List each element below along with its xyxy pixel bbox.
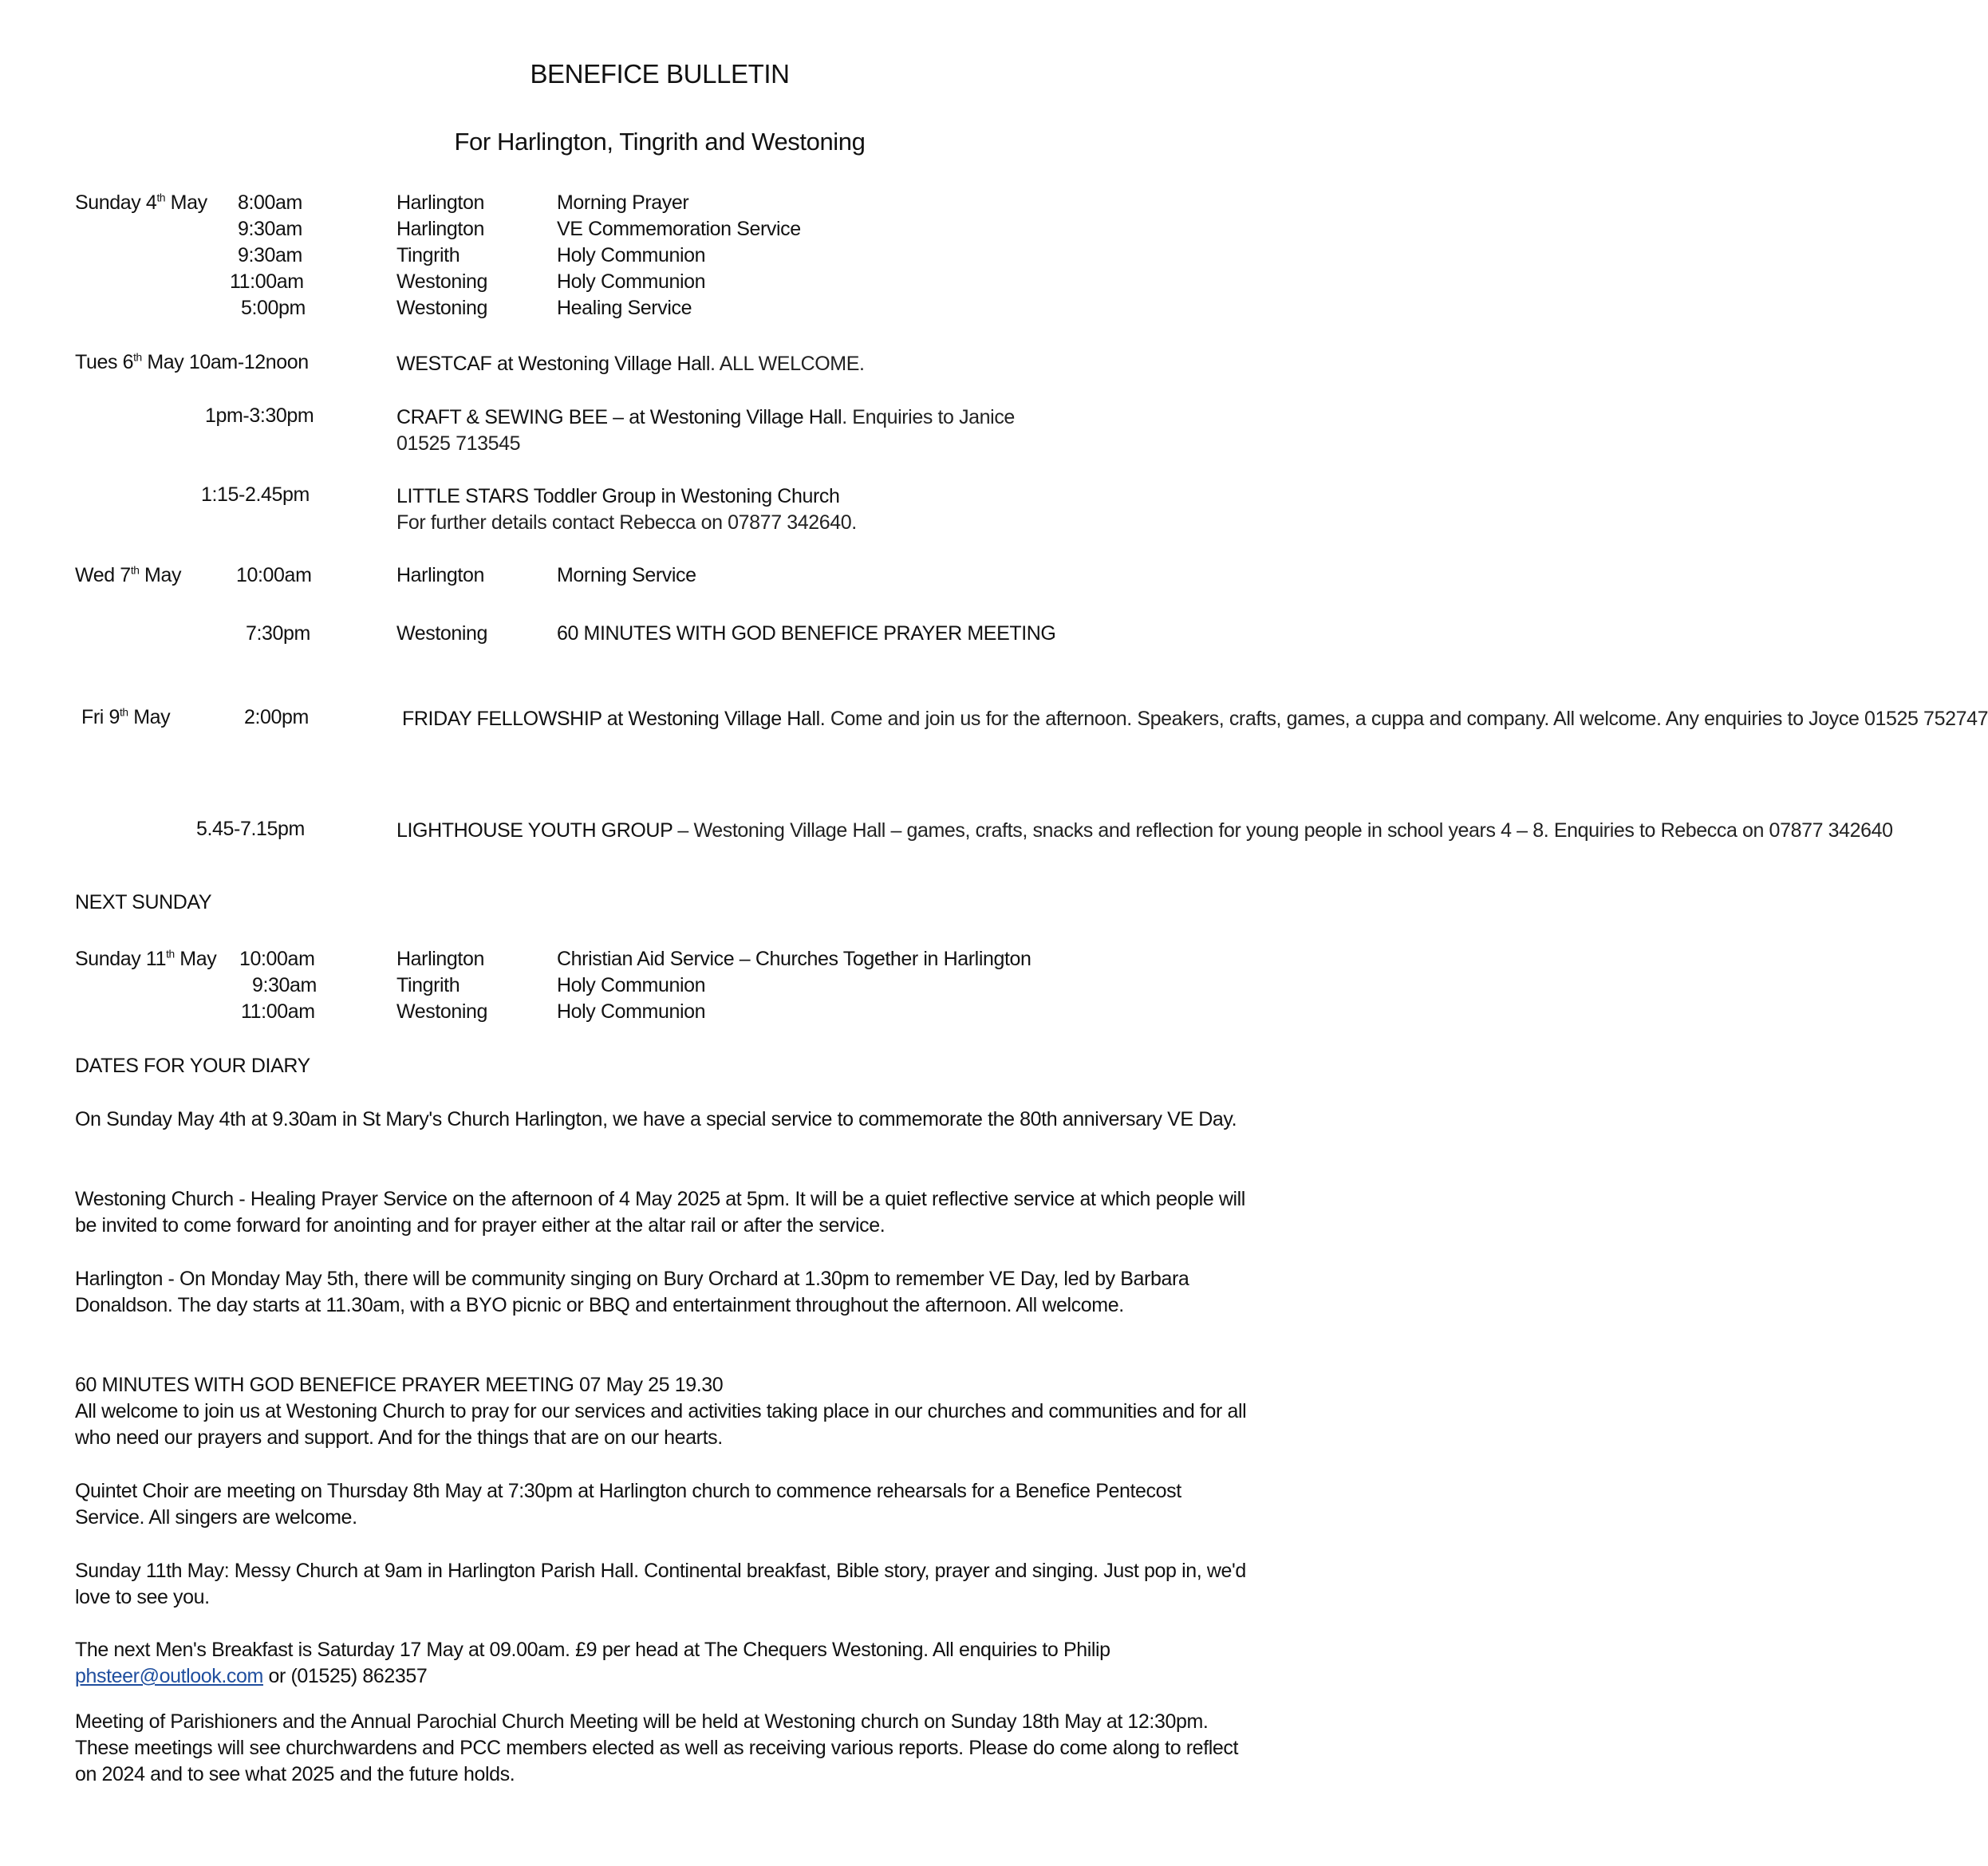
schedule-row — [75, 351, 1256, 377]
service-name: Holy Communion — [557, 1000, 706, 1023]
event-friday-fellowship: FRIDAY FELLOWSHIP at Westoning Village Hall. Come and join us for the afternoon. Speakers, crafts, games, a cuppa and company. All welcome. Any enquiries to Joyce 01525 752747 — [402, 708, 1988, 730]
service-name: Holy Communion — [557, 244, 706, 266]
diary-healing-service: Westoning Church - Healing Prayer Service on the afternoon of 4 May 2025 at 5pm. It will be a quiet reflective service at which people will be invited to come forward for anointing and for prayer either at the altar rail or after the service. — [75, 1188, 1245, 1237]
service-time: 11:00am — [241, 1000, 315, 1023]
service-place: Westoning — [396, 1000, 488, 1023]
event-text: LIGHTHOUSE YOUTH GROUP – Westoning Village Hall – games, crafts, snacks and reflection for young people in school years 4 – 8. Enquiries to Rebecca on 07877 342640 — [396, 819, 1893, 842]
day-label: Sunday 11th May — [75, 948, 217, 970]
service-name: Holy Communion — [557, 270, 706, 293]
prayer-meeting-heading: 60 MINUTES WITH GOD BENEFICE PRAYER MEETING 07 May 25 19.30 — [75, 1374, 724, 1396]
event-time: 2:00pm — [244, 706, 309, 728]
diary-community-singing: Harlington - On Monday May 5th, there will be community singing on Bury Orchard at 1.30pm to remember VE Day, led by Barbara Donaldson. The day starts at 11.30am, with a BYO picnic or BBQ and entertainment throughout the afternoon. All welcome. — [75, 1268, 1189, 1316]
breakfast-email-link[interactable]: phsteer@outlook.com — [75, 1665, 263, 1687]
service-place: Tingrith — [396, 974, 460, 996]
page-subtitle: For Harlington, Tingrith and Westoning — [454, 128, 866, 156]
service-place: Harlington — [396, 218, 484, 240]
event-lighthouse-youth — [75, 818, 1893, 870]
event-time: 1:15-2.45pm — [201, 483, 310, 506]
service-place: Tingrith — [396, 244, 460, 266]
page-title: BENEFICE BULLETIN — [530, 59, 790, 89]
schedule-friday-9 — [75, 706, 1988, 785]
schedule-row — [75, 974, 1256, 1000]
service-time: 10:00am — [239, 948, 315, 970]
schedule-row — [75, 622, 1256, 649]
event-time: 1pm-3:30pm — [205, 404, 314, 427]
service-name: Holy Communion — [557, 974, 706, 996]
day-label: Fri 9th May — [81, 706, 171, 728]
schedule-row — [75, 244, 1256, 270]
day-label: Sunday 4th May — [75, 191, 207, 214]
service-time: 7:30pm — [246, 622, 310, 645]
event-time: 5.45-7.15pm — [196, 818, 305, 840]
diary-mens-breakfast — [75, 1637, 1256, 1690]
service-time: 9:30am — [238, 244, 302, 266]
service-name: 60 MINUTES WITH GOD BENEFICE PRAYER MEETING — [557, 622, 1056, 645]
service-name: Healing Service — [557, 297, 692, 319]
schedule-tuesday-6 — [75, 351, 1256, 377]
event-little-stars — [75, 483, 1256, 536]
event-craft-bee — [75, 404, 1256, 457]
next-sunday-heading: NEXT SUNDAY — [75, 891, 212, 913]
breakfast-phone: or (01525) 862357 — [262, 1665, 428, 1687]
service-time: 9:30am — [252, 974, 317, 996]
service-place: Harlington — [396, 191, 484, 214]
event-text: LITTLE STARS Toddler Group in Westoning Church For further details contact Rebecca on 07877 342640. — [396, 485, 857, 534]
service-time: 8:00am — [238, 191, 302, 214]
schedule-sunday-4 — [75, 191, 1256, 323]
schedule-wednesday-7 — [75, 564, 1256, 590]
prayer-meeting-body: All welcome to join us at Westoning Church to pray for our services and activities taking place in our churches and communities and for all who need our prayers and support. And for the things that are on our hearts. — [75, 1400, 1247, 1449]
event-westcaf: WESTCAF at Westoning Village Hall. ALL WELCOME. — [396, 353, 865, 375]
service-time: 5:00pm — [241, 297, 306, 319]
schedule-sunday-11 — [75, 948, 1256, 1027]
day-label: Wed 7th May — [75, 564, 182, 586]
service-name: Christian Aid Service – Churches Together in Harlington — [557, 948, 1031, 970]
schedule-row — [75, 270, 1256, 297]
breakfast-text: The next Men's Breakfast is Saturday 17 May at 09.00am. £9 per head at The Chequers Westoning. All enquiries to Philip — [75, 1639, 1110, 1661]
diary-apcm: Meeting of Parishioners and the Annual Parochial Church Meeting will be held at Westoning church on Sunday 18th May at 12:30pm. These meetings will see churchwardens and PCC members elected as well as receiving various reports. Please do come along to reflect on 2024 and to see what 2025 and the future holds. — [75, 1710, 1239, 1785]
service-place: Harlington — [396, 564, 484, 586]
event-text: CRAFT & SEWING BEE – at Westoning Village Hall. Enquiries to Janice 01525 713545 — [396, 406, 1015, 455]
service-time: 9:30am — [238, 218, 302, 240]
diary-messy-church: Sunday 11th May: Messy Church at 9am in Harlington Parish Hall. Continental breakfast, Bible story, prayer and singing. Just pop in, we'd love to see you. — [75, 1560, 1246, 1608]
schedule-row — [75, 218, 1256, 244]
schedule-row — [75, 191, 1256, 218]
schedule-row — [75, 297, 1256, 323]
service-place: Westoning — [396, 297, 488, 319]
schedule-row — [75, 1000, 1256, 1027]
diary-quintet-choir: Quintet Choir are meeting on Thursday 8th May at 7:30pm at Harlington church to commence rehearsals for a Benefice Pentecost Service. All singers are welcome. — [75, 1480, 1181, 1529]
service-time: 11:00am — [230, 270, 304, 293]
service-place: Westoning — [396, 270, 488, 293]
service-place: Westoning — [396, 622, 488, 645]
diary-ve-day: On Sunday May 4th at 9.30am in St Mary's Church Harlington, we have a special service to commemorate the 80th anniversary VE Day. — [75, 1108, 1237, 1130]
service-place: Harlington — [396, 948, 484, 970]
schedule-row — [75, 564, 1256, 590]
diary-heading: DATES FOR YOUR DIARY — [75, 1055, 310, 1077]
service-name: VE Commemoration Service — [557, 218, 801, 240]
service-name: Morning Prayer — [557, 191, 689, 214]
diary-prayer-meeting — [75, 1372, 1256, 1451]
schedule-row — [75, 948, 1256, 974]
service-name: Morning Service — [557, 564, 696, 586]
schedule-wednesday-7-evening — [75, 622, 1256, 649]
service-time: 10:00am — [236, 564, 312, 586]
day-label: Tues 6th May 10am-12noon — [75, 351, 309, 373]
